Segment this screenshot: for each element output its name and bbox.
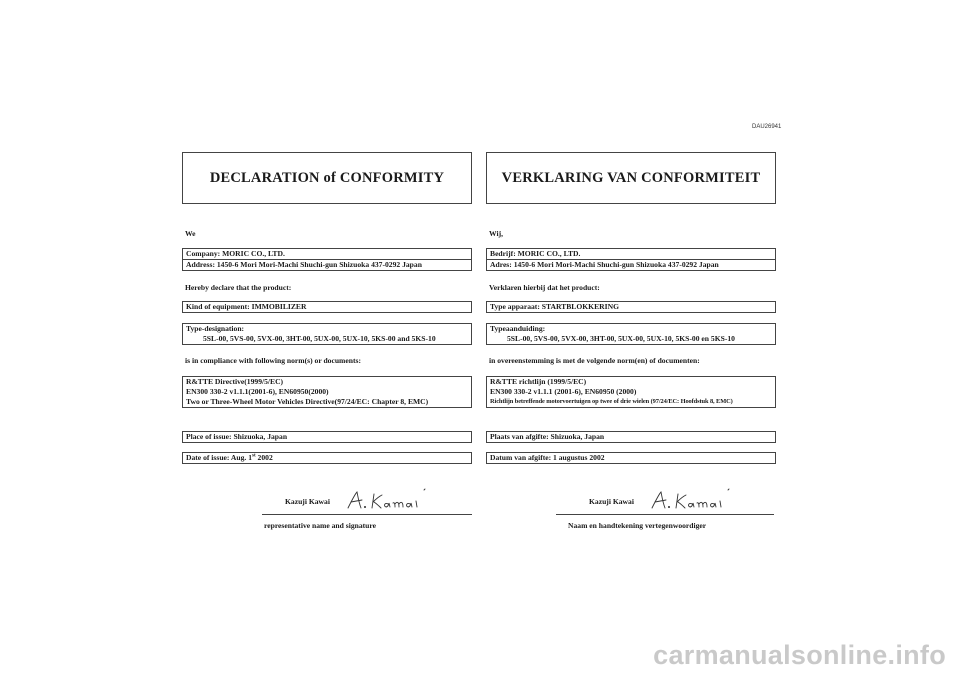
- signature-caption: representative name and signature: [264, 521, 377, 530]
- norm-en300-dutch: EN300 330-2 v1.1.1 (2001-6), EN60950 (2000): [490, 387, 637, 396]
- type-designation-label: Type-designation:: [186, 324, 245, 333]
- company-address-dutch: Adres: 1450-6 Mori Mori-Machi Shuchi-gun Shizuoka 437-0292 Japan: [487, 259, 775, 270]
- company-name: Company: MORIC CO., LTD.: [186, 249, 285, 258]
- date-box: [182, 452, 472, 464]
- signature-line-dutch: [556, 514, 774, 515]
- date-box-dutch: [486, 452, 776, 464]
- place-box: [182, 431, 472, 443]
- signer-name: Kazuji Kawai: [285, 497, 330, 506]
- norms-box: [182, 376, 472, 408]
- signer-name-dutch: Kazuji Kawai: [589, 497, 634, 506]
- place-of-issue: Place of issue: Shizuoka, Japan: [186, 432, 288, 441]
- date-of-issue: Date of issue: Aug. 1st 2002: [186, 453, 273, 462]
- page-title-dutch: VERKLARING VAN CONFORMITEIT: [486, 152, 776, 204]
- date-of-issue-dutch: Datum van afgifte: 1 augustus 2002: [490, 453, 605, 462]
- equipment-box: [182, 301, 472, 313]
- watermark: carmanualsonline.info: [653, 640, 946, 670]
- type-designation-box-dutch: [486, 323, 776, 345]
- norms-box-dutch: [486, 376, 776, 408]
- norm-vehicles-dutch: Richtlijn betreffende motorvoertuigen op twee of drie wielen (97/24/EC: Hoofdstuk 8, EMC): [490, 398, 733, 405]
- we-label-dutch: Wij,: [489, 229, 503, 238]
- compliance-statement-dutch: in overeenstemming is met de volgende norm(en) of documenten:: [489, 356, 700, 365]
- norm-en300: EN300 330-2 v1.1.1(2001-6), EN60950(2000): [186, 387, 329, 396]
- company-name-dutch: Bedrijf: MORIC CO., LTD.: [490, 249, 581, 258]
- signature-caption-dutch: Naam en handtekening vertegenwoordiger: [568, 521, 707, 530]
- company-address: Address: 1450-6 Mori Mori-Machi Shuchi-gun Shizuoka 437-0292 Japan: [183, 259, 471, 270]
- place-box-dutch: [486, 431, 776, 443]
- declaration-dutch: [486, 0, 778, 678]
- compliance-statement: is in compliance with following norm(s) or documents:: [185, 356, 361, 365]
- company-box-dutch: [486, 248, 776, 271]
- norm-vehicles: Two or Three-Wheel Motor Vehicles Directive(97/24/EC: Chapter 8, EMC): [186, 397, 429, 406]
- type-designation-value: 5SL-00, 5VS-00, 5VX-00, 3HT-00, 5UX-00, 5UX-10, 5KS-00 and 5KS-10: [203, 334, 436, 343]
- type-designation-box: [182, 323, 472, 345]
- document-code: DAU26941: [752, 124, 782, 130]
- norm-rtte-dutch: R&TTE richtlijn (1999/5/EC): [490, 377, 587, 386]
- signature: [342, 486, 432, 514]
- we-label: We: [185, 229, 196, 238]
- page-title: DECLARATION of CONFORMITY: [182, 152, 472, 204]
- place-of-issue-dutch: Plaats van afgifte: Shizuoka, Japan: [490, 432, 605, 441]
- equipment-box-dutch: [486, 301, 776, 313]
- declare-statement: Hereby declare that the product:: [185, 283, 292, 292]
- company-box: [182, 248, 472, 271]
- signature-line: [262, 514, 472, 515]
- type-designation-value-dutch: 5SL-00, 5VS-00, 5VX-00, 3HT-00, 5UX-00, 5UX-10, 5KS-00 en 5KS-10: [507, 334, 735, 343]
- signature-dutch: [646, 486, 736, 514]
- equipment-kind: Kind of equipment: IMMOBILIZER: [186, 302, 307, 311]
- norm-rtte: R&TTE Directive(1999/5/EC): [186, 377, 284, 386]
- equipment-kind-dutch: Type apparaat: STARTBLOKKERING: [490, 302, 619, 311]
- declaration-english: [182, 0, 474, 678]
- type-designation-label-dutch: Typeaanduiding:: [490, 324, 546, 333]
- declare-statement-dutch: Verklaren hierbij dat het product:: [489, 283, 600, 292]
